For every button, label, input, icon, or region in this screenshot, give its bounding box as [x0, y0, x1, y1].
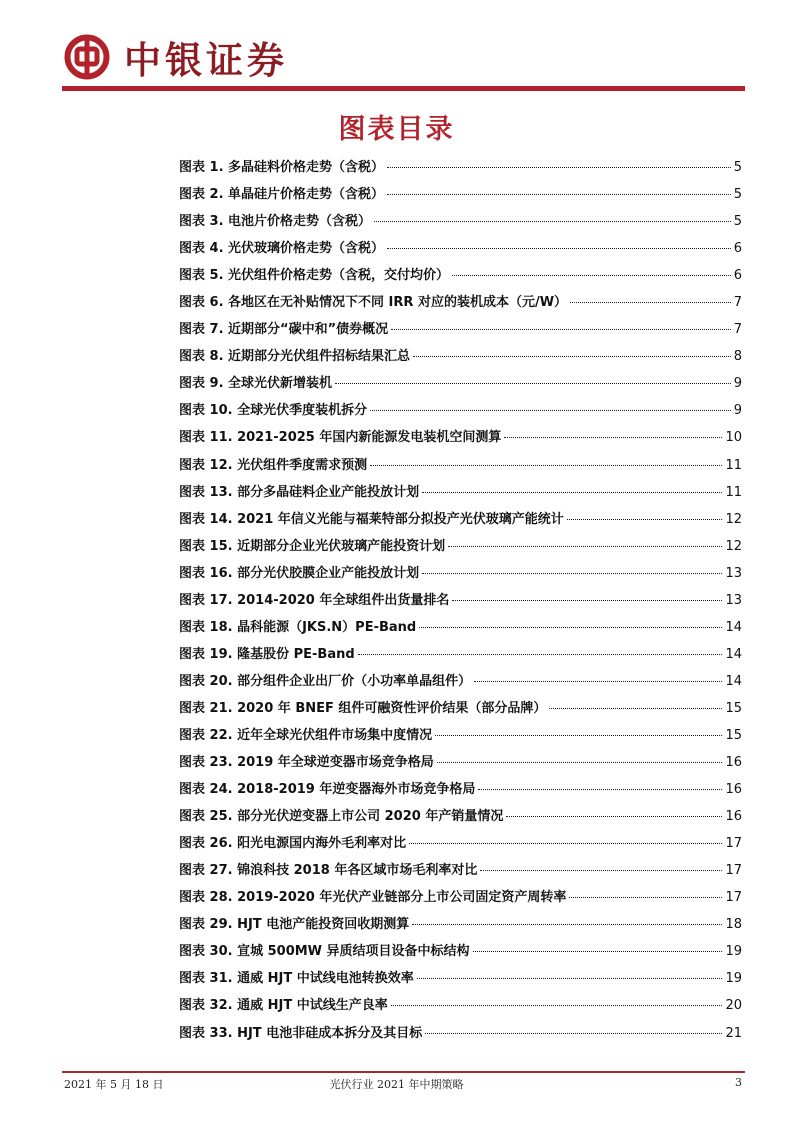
toc-entry[interactable]: [179, 616, 742, 643]
toc-entry-page: 12: [725, 511, 742, 527]
toc-entry[interactable]: [179, 670, 742, 697]
toc-entry-label: 图表 6. 各地区在无补贴情况下不同 IRR 对应的装机成本（元/W）: [179, 295, 568, 311]
toc-entry-page: 19: [725, 971, 742, 987]
toc-entry-page: 20: [725, 998, 742, 1014]
toc-leader-dots: [419, 627, 722, 628]
toc-entry-label: 图表 23. 2019 年全球逆变器市场竞争格局: [179, 755, 434, 771]
toc-entry[interactable]: [179, 697, 742, 724]
toc-entry-label: 图表 26. 阳光电源国内海外毛利率对比: [179, 836, 407, 852]
toc-leader-dots: [425, 1033, 722, 1034]
toc-entry[interactable]: [179, 291, 742, 318]
toc-entry[interactable]: [179, 562, 742, 589]
toc-entry-page: 11: [725, 457, 742, 473]
toc-entry[interactable]: [179, 751, 742, 778]
footer-divider: [62, 1071, 745, 1073]
toc-entry-label: 图表 12. 光伏组件季度需求预测: [179, 457, 368, 473]
toc-entry[interactable]: [179, 778, 742, 805]
toc-entry-label: 图表 15. 近期部分企业光伏玻璃产能投资计划: [179, 538, 446, 554]
toc-leader-dots: [387, 248, 731, 249]
toc-entry-label: 图表 20. 部分组件企业出厂价（小功率单晶组件）: [179, 673, 472, 689]
toc-entry-page: 14: [725, 646, 742, 662]
toc-entry-page: 17: [725, 863, 742, 879]
toc-entry-page: 6: [733, 268, 742, 284]
footer-report-title: 光伏行业 2021 年中期策略: [329, 1078, 464, 1091]
toc-entry[interactable]: [179, 210, 742, 237]
toc-entry[interactable]: [179, 1022, 742, 1049]
toc-entry-page: 21: [725, 1025, 742, 1041]
toc-entry-label: 图表 21. 2020 年 BNEF 组件可融资性评价结果（部分品牌）: [179, 700, 547, 716]
toc-entry-label: 图表 5. 光伏组件价格走势（含税，交付均价）: [179, 268, 450, 284]
toc-leader-dots: [567, 519, 723, 520]
toc-leader-dots: [452, 600, 722, 601]
toc-entry-label: 图表 14. 2021 年信义光能与福莱特部分拟投产光伏玻璃产能统计: [179, 511, 564, 527]
toc-entry[interactable]: [179, 156, 742, 183]
toc-leader-dots: [374, 221, 731, 222]
toc-leader-dots: [370, 410, 731, 411]
toc-entry-label: 图表 10. 全球光伏季度装机拆分: [179, 403, 368, 419]
toc-entry[interactable]: [179, 535, 742, 562]
toc-entry-page: 9: [733, 403, 742, 419]
toc-entry-page: 14: [725, 673, 742, 689]
toc-leader-dots: [417, 978, 723, 979]
toc-entry-page: 19: [725, 944, 742, 960]
footer-page-number: 3: [735, 1076, 742, 1089]
toc-leader-dots: [437, 762, 723, 763]
toc-entry[interactable]: [179, 399, 742, 426]
toc-entry-label: 图表 4. 光伏玻璃价格走势（含税）: [179, 241, 385, 257]
toc-leader-dots: [452, 275, 731, 276]
toc-entry-label: 图表 22. 近年全球光伏组件市场集中度情况: [179, 727, 433, 743]
toc-entry-label: 图表 9. 全球光伏新增装机: [179, 376, 333, 392]
toc-entry[interactable]: [179, 967, 742, 994]
toc-entry[interactable]: [179, 643, 742, 670]
toc-entry-page: 15: [725, 727, 742, 743]
toc-entry-page: 7: [733, 322, 742, 338]
header-logo: [64, 30, 288, 84]
toc-entry-page: 7: [733, 295, 742, 311]
brand-name: 中银证券: [124, 38, 288, 82]
toc-leader-dots: [435, 735, 722, 736]
toc-entry-page: 10: [725, 430, 742, 446]
toc-leader-dots: [504, 437, 722, 438]
header-divider: [62, 86, 745, 91]
toc-entry-label: 图表 3. 电池片价格走势（含税）: [179, 214, 372, 230]
toc-entry-page: 6: [733, 241, 742, 257]
toc-entry[interactable]: [179, 913, 742, 940]
toc-leader-dots: [448, 546, 722, 547]
toc-leader-dots: [335, 383, 731, 384]
bank-of-china-logo-icon: [64, 34, 110, 80]
toc-entry[interactable]: [179, 859, 742, 886]
toc-entry-label: 图表 33. HJT 电池非硅成本拆分及其目标: [179, 1025, 423, 1041]
toc-leader-dots: [412, 924, 722, 925]
toc-entry-page: 13: [725, 565, 742, 581]
toc-entry[interactable]: [179, 481, 742, 508]
toc-entry[interactable]: [179, 886, 742, 913]
toc-entry-label: 图表 24. 2018-2019 年逆变器海外市场竞争格局: [179, 782, 476, 798]
toc-entry-page: 15: [725, 700, 742, 716]
toc-entry-label: 图表 30. 宣城 500MW 异质结项目设备中标结构: [179, 944, 470, 960]
toc-leader-dots: [478, 789, 722, 790]
toc-leader-dots: [473, 951, 723, 952]
toc-leader-dots: [569, 897, 722, 898]
toc-entry-page: 12: [725, 538, 742, 554]
toc-entry[interactable]: [179, 724, 742, 751]
toc-entry-label: 图表 1. 多晶硅料价格走势（含税）: [179, 160, 385, 175]
toc-entry-page: 8: [733, 349, 742, 365]
toc-entry-label: 图表 16. 部分光伏胶膜企业产能投放计划: [179, 565, 420, 581]
toc-entry-page: 16: [725, 782, 742, 798]
toc-entry-label: 图表 31. 通威 HJT 中试线电池转换效率: [179, 971, 414, 987]
toc-entry[interactable]: [179, 805, 742, 832]
toc-leader-dots: [570, 302, 731, 303]
toc-entry-label: 图表 27. 锦浪科技 2018 年各区域市场毛利率对比: [179, 863, 478, 879]
toc-leader-dots: [474, 681, 722, 682]
toc-entry-page: 5: [733, 160, 742, 175]
toc-leader-dots: [422, 573, 722, 574]
toc-entry-label: 图表 25. 部分光伏逆变器上市公司 2020 年产销量情况: [179, 809, 504, 825]
toc-entry-page: 17: [725, 836, 742, 852]
toc-leader-dots: [391, 1005, 723, 1006]
toc-entry-page: 13: [725, 592, 742, 608]
toc-entry[interactable]: [179, 426, 742, 453]
toc-entry-label: 图表 19. 隆基股份 PE-Band: [179, 646, 355, 662]
toc-entry-page: 11: [725, 484, 742, 500]
toc-entry-page: 18: [725, 917, 742, 933]
toc-entry[interactable]: [179, 940, 742, 967]
toc-leader-dots: [409, 843, 722, 844]
table-of-figures: [179, 156, 742, 1049]
toc-entry-page: 16: [725, 755, 742, 771]
toc-leader-dots: [549, 708, 722, 709]
toc-entry-page: 14: [725, 619, 742, 635]
toc-entry-page: 9: [733, 376, 742, 392]
toc-leader-dots: [422, 492, 722, 493]
page-title: 图表目录: [338, 114, 455, 145]
toc-entry-label: 图表 29. HJT 电池产能投资回收期测算: [179, 917, 410, 933]
toc-entry[interactable]: [179, 237, 742, 264]
toc-entry[interactable]: [179, 508, 742, 535]
toc-entry[interactable]: [179, 454, 742, 481]
toc-entry-label: 图表 18. 晶科能源（JKS.N）PE-Band: [179, 619, 417, 635]
toc-entry-label: 图表 17. 2014-2020 年全球组件出货量排名: [179, 592, 450, 608]
toc-entry[interactable]: [179, 372, 742, 399]
toc-leader-dots: [370, 465, 722, 466]
toc-entry-label: 图表 13. 部分多晶硅料企业产能投放计划: [179, 484, 420, 500]
toc-entry-page: 17: [725, 890, 742, 906]
toc-leader-dots: [413, 356, 731, 357]
toc-entry-label: 图表 2. 单晶硅片价格走势（含税）: [179, 187, 385, 203]
toc-entry[interactable]: [179, 994, 742, 1021]
toc-entry-label: 图表 28. 2019-2020 年光伏产业链部分上市公司固定资产周转率: [179, 890, 567, 906]
toc-entry-page: 5: [733, 187, 742, 203]
toc-entry-label: 图表 8. 近期部分光伏组件招标结果汇总: [179, 349, 411, 365]
toc-leader-dots: [387, 194, 731, 195]
toc-entry[interactable]: [179, 832, 742, 859]
toc-entry-label: 图表 7. 近期部分“碳中和”债券概况: [179, 322, 389, 338]
toc-leader-dots: [391, 329, 731, 330]
toc-entry[interactable]: [179, 589, 742, 616]
toc-entry-page: 5: [733, 214, 742, 230]
toc-entry[interactable]: [179, 345, 742, 372]
toc-entry-label: 图表 11. 2021-2025 年国内新能源发电装机空间测算: [179, 430, 502, 446]
toc-entry[interactable]: [179, 318, 742, 345]
footer-date: 2021 年 5 月 18 日: [64, 1078, 164, 1091]
toc-leader-dots: [506, 816, 722, 817]
toc-entry-label: 图表 32. 通威 HJT 中试线生产良率: [179, 998, 388, 1014]
toc-entry[interactable]: [179, 183, 742, 210]
toc-entry[interactable]: [179, 264, 742, 291]
toc-entry-page: 16: [725, 809, 742, 825]
toc-leader-dots: [387, 167, 731, 168]
toc-leader-dots: [480, 870, 722, 871]
toc-leader-dots: [358, 654, 723, 655]
